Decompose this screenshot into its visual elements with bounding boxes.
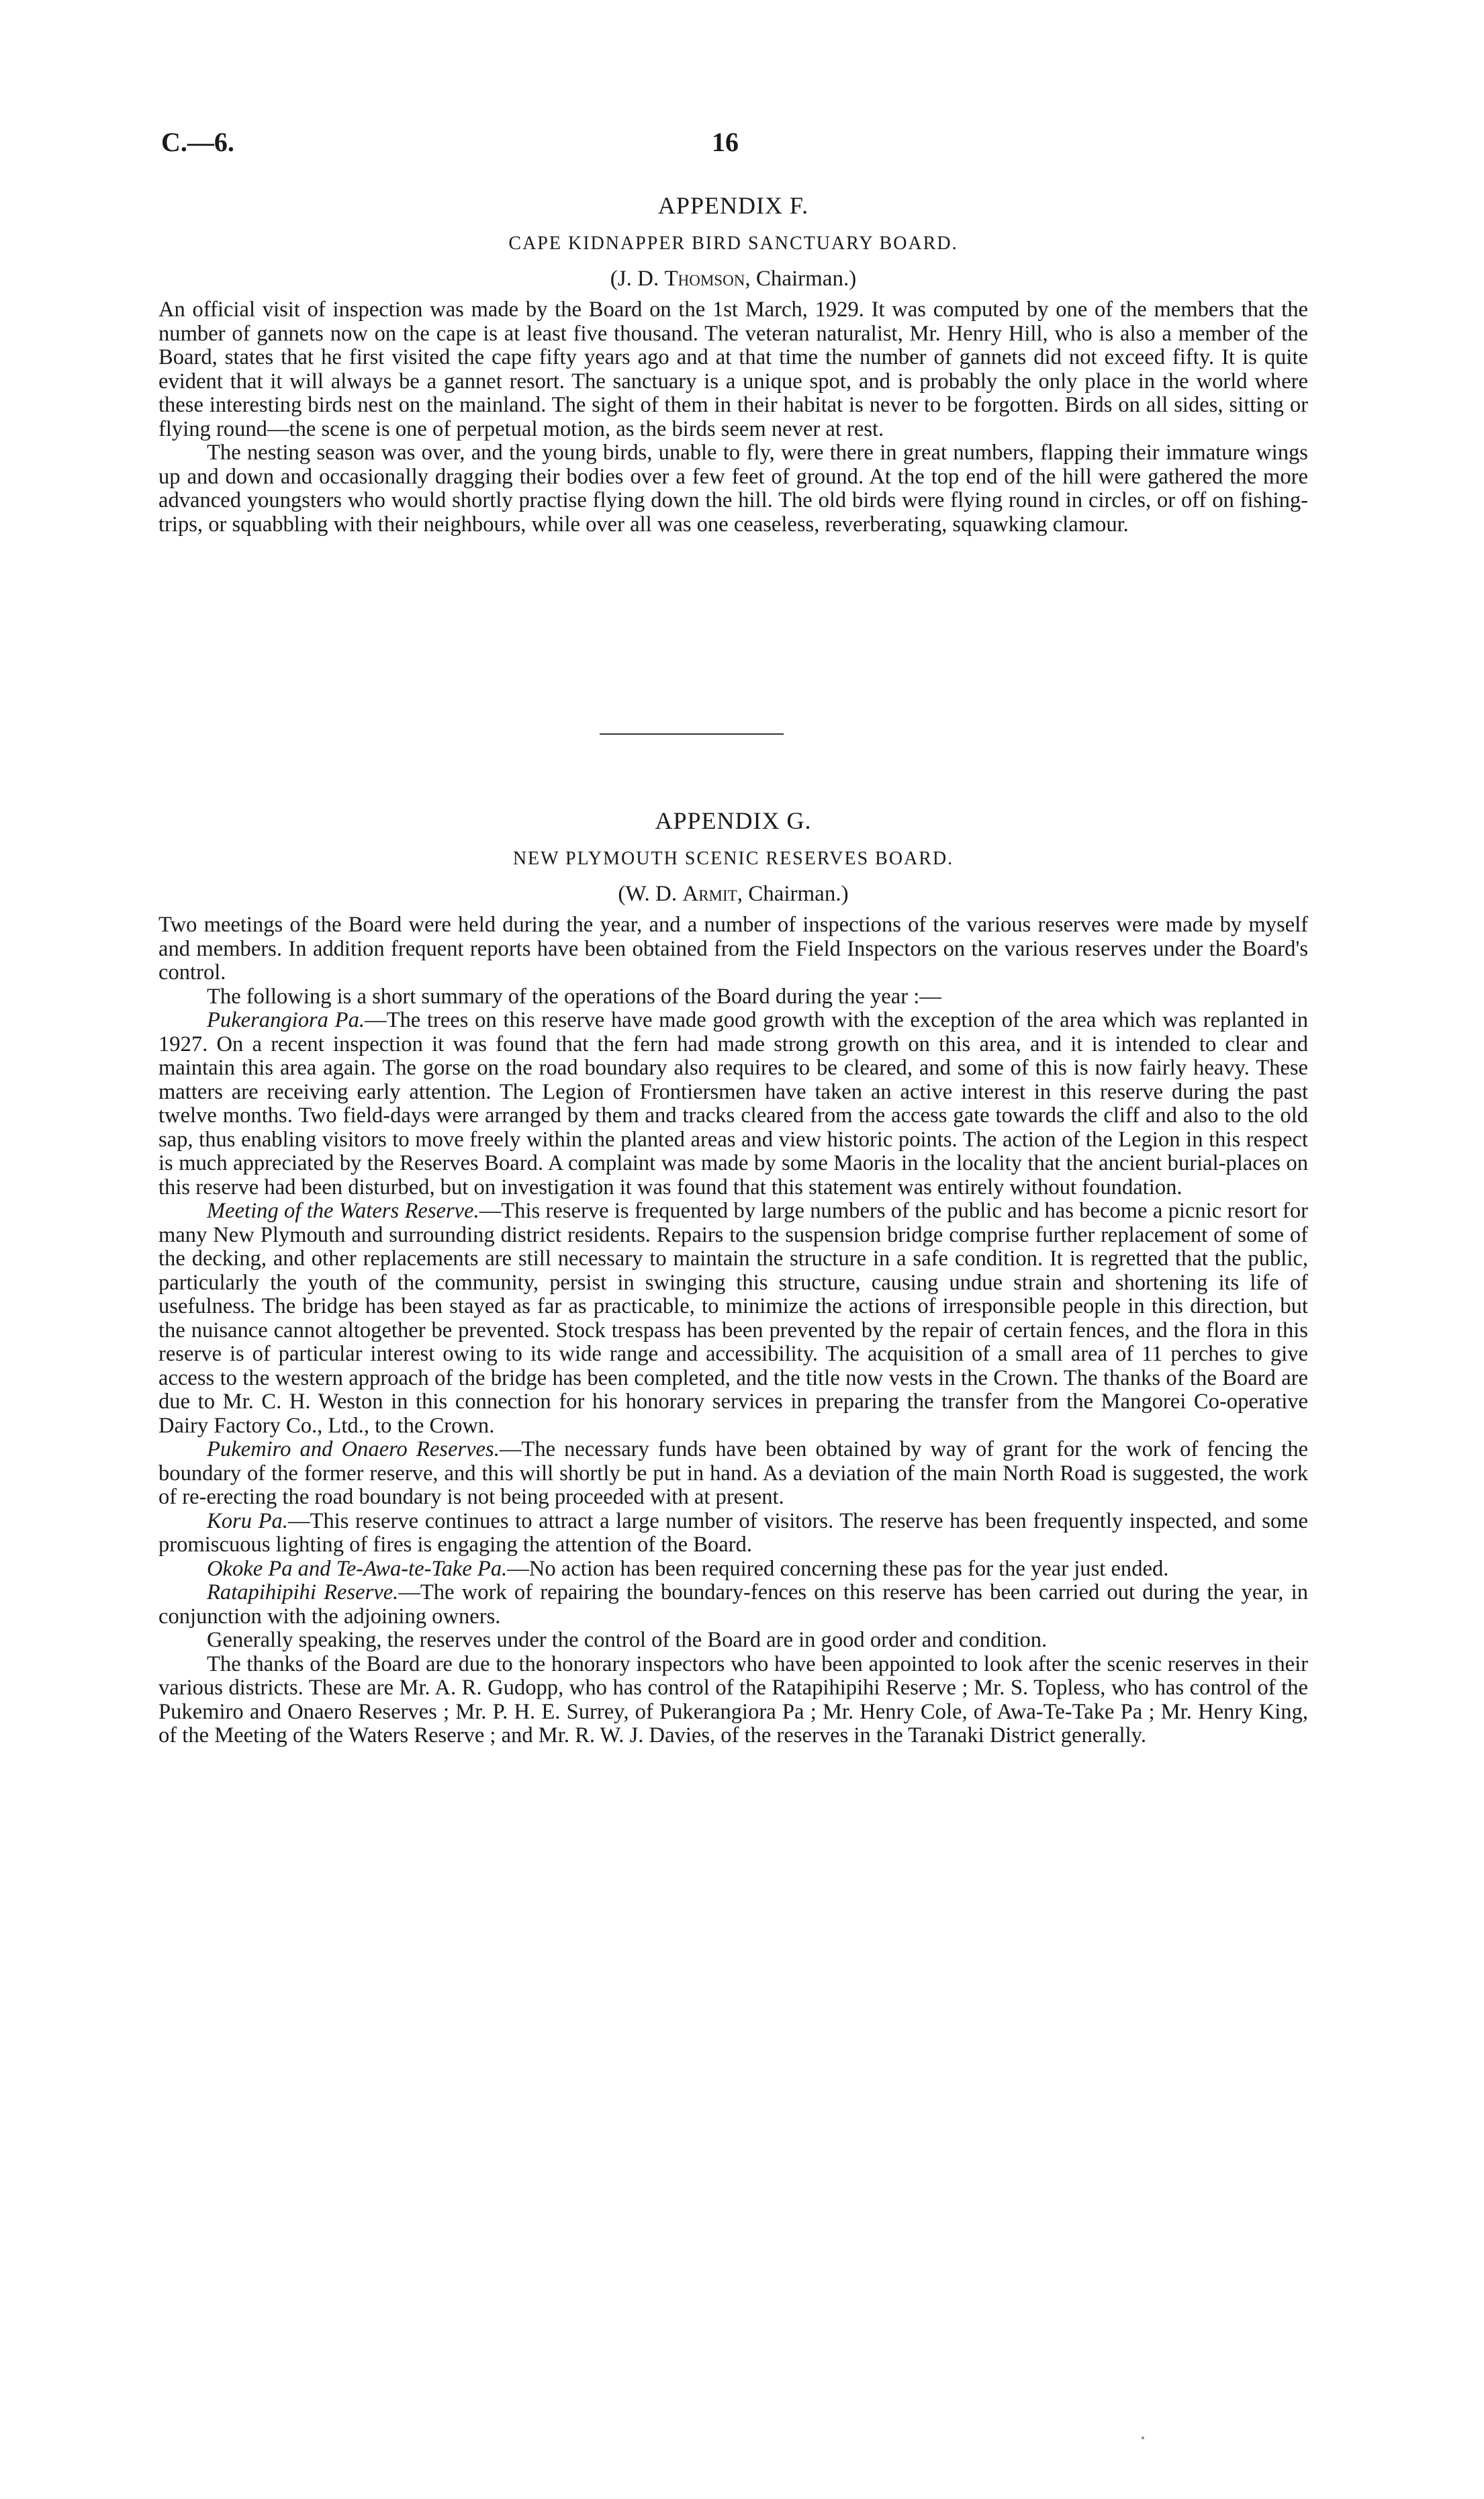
- appendix-f-board-title: CAPE KIDNAPPER BIRD SANCTUARY BOARD.: [508, 233, 958, 254]
- chairman-close: , Chairman.): [745, 267, 857, 291]
- reserve-name: Meeting of the Waters Reserve.: [207, 1199, 479, 1223]
- reserve-text: —The trees on this reserve have made good growth with the exception of the area which was replanted in 1927. On a recent inspection it was found that the fern had made strong growth on this area, and it is intended to clear and maintain this area again. The gorse on the road boundary also requires to be cleared, and some of this is now fairly heavy. These matters are receiving early attention. The Legion of Frontiersmen have taken an active interest in this reserve during the past twelve months. Two field-days were arranged by them and tracks cleared from the access gate towards the cliff and also to the old sap, thus enabling visitors to move freely within the planted areas and view historic points. The action of the Legion in this respect is much appreciated by the Reserves Board. A complaint was made by some Maoris in the locality that the ancient burial-places on this reserve had been disturbed, but on investigation it was found that this statement was entirely without foundation.: [158, 1008, 1308, 1199]
- reserve-text: —This reserve is frequented by large numbers of the public and has become a picnic resort for many New Plymouth and surrounding district residents. Repairs to the suspension bridge comprise further replacement of some of the decking, and other replacements are still necessary to maintain the structure in a safe condition. It is regretted that the public, particularly the youth of the community, persist in swinging this structure, causing undue strain and shortening its life of usefulness. The bridge has been stayed as far as practicable, to minimize the actions of irresponsible people in this direction, but the nuisance cannot altogether be prevented. Stock trespass has been prevented by the repair of certain fences, and the flora in this reserve is of particular interest owing to its wide range and accessibility. The acquisition of a small area of 11 perches to give access to the western approach of the bridge has been completed, and the title now vests in the Crown. The thanks of the Board are due to Mr. C. H. Weston in this connection for his honorary services in preparing the transfer from the Mangorei Co-operative Dairy Factory Co., Ltd., to the Crown.: [158, 1199, 1309, 1438]
- appendix-f-chairman: [158, 267, 1308, 291]
- appendix-g-closing-paragraph: The thanks of the Board are due to the honorary inspectors who have been appointed to look after the scenic reserves in their various districts. These are Mr. A. R. Gudopp, who has control of the Ratapihipihi Reserve ; Mr. S. Topless, who has control of the Pukemiro and Onaero Reserves ; Mr. P. H. E. Surrey, of Pukerangiora Pa ; Mr. Henry Cole, of Awa-Te-Take Pa ; Mr. Henry King, of the Meeting of the Waters Reserve ; and Mr. R. W. J. Davies, of the reserves in the Taranaki District generally.: [158, 1651, 1308, 1747]
- reserve-name: Okoke Pa and Te-Awa-te-Take Pa.: [207, 1556, 508, 1581]
- chairman-open: (W. D.: [618, 882, 683, 906]
- appendix-g-chairman: [158, 882, 1308, 907]
- appendix-g-intro: Two meetings of the Board were held during the year, and a number of inspections of the various reserves were made by myself and members. In addition frequent reports have been obtained from the Field Inspectors on the various reserves under the Board's control.: [158, 913, 1308, 985]
- reserve-name: Pukerangiora Pa.: [207, 1008, 365, 1032]
- reserve-paragraph-ratapihipihi: [158, 1581, 1308, 1629]
- appendix-g-closing-paragraph: Generally speaking, the reserves under the control of the Board are in good order and condition.: [207, 1628, 1048, 1652]
- section-divider: [600, 733, 784, 735]
- running-head: [161, 126, 1316, 167]
- reserve-name: Pukemiro and Onaero Reserves.: [207, 1437, 500, 1461]
- document-code: C.—6.: [161, 127, 234, 157]
- pencil-mark: [1142, 2437, 1144, 2439]
- appendix-f-section: [158, 191, 1308, 537]
- appendix-f-title: APPENDIX F.: [657, 192, 809, 219]
- reserve-name: Koru Pa.: [207, 1508, 288, 1533]
- appendix-f-paragraph: The nesting season was over, and the young birds, unable to fly, were there in great numbers, flapping their immature wings up and down and occasionally dragging their bodies over a few feet of ground. At the top end of the hill were gathered the more advanced youngsters who would shortly practise flying down the hill. The old birds were flying round in circles, or off on fishing-trips, or squabbling with their neighbours, while over all was one ceaseless, reverberating, squawking clamour.: [158, 441, 1308, 537]
- reserve-name: Ratapihipihi Reserve.: [207, 1580, 399, 1604]
- reserve-text: —No action has been required concerning these pas for the year just ended.: [507, 1556, 1169, 1581]
- appendix-g-summary-line: The following is a short summary of the operations of the Board during the year :—: [207, 984, 941, 1009]
- reserve-text: —The work of repairing the boundary-fences on this reserve has been carried out during the year, in conjunction with the adjoining owners.: [158, 1580, 1308, 1629]
- reserve-paragraph-koru-pa: [158, 1510, 1308, 1557]
- reserve-paragraph-pukerangiora: [158, 1009, 1308, 1199]
- appendix-g-section: [158, 807, 1308, 1748]
- chairman-name: Thomson: [664, 267, 745, 291]
- reserve-paragraph-pukemiro-onaero: [158, 1438, 1308, 1510]
- chairman-open: (J. D.: [610, 267, 665, 291]
- appendix-g-board-title: NEW PLYMOUTH SCENIC RESERVES BOARD.: [512, 848, 954, 869]
- reserve-text: —This reserve continues to attract a large number of visitors. The reserve has been frequently inspected, and some promiscuous lighting of fires is engaging the attention of the Board.: [158, 1508, 1309, 1557]
- appendix-g-title: APPENDIX G.: [655, 807, 812, 834]
- reserve-text: —The necessary funds have been obtained by way of grant for the work of fencing the boundary of the former reserve, and this will shortly be put in hand. As a deviation of the main North Road is suggested, the work of re-erecting the road boundary is not being proceeded with at present.: [158, 1437, 1308, 1509]
- chairman-name: Armit: [682, 882, 737, 906]
- reserve-paragraph-okoke-pa: [158, 1557, 1308, 1582]
- chairman-close: , Chairman.): [737, 882, 849, 906]
- reserve-paragraph-meeting-of-the-waters: [158, 1199, 1308, 1438]
- page-number: 16: [712, 127, 739, 157]
- appendix-f-paragraph: An official visit of inspection was made by the Board on the 1st March, 1929. It was computed by one of the members that the number of gannets now on the cape is at least five thousand. The veteran naturalist, Mr. Henry Hill, who is also a member of the Board, states that he first visited the cape fifty years ago and at that time the number of gannets did not exceed fifty. It is quite evident that it will always be a gannet resort. The sanctuary is a unique spot, and is probably the only place in the world where these interesting birds nest on the mainland. The sight of them in their habitat is never to be forgotten. Birds on all sides, sitting or flying round—the scene is one of perpetual motion, as the birds seem never at rest.: [158, 298, 1308, 441]
